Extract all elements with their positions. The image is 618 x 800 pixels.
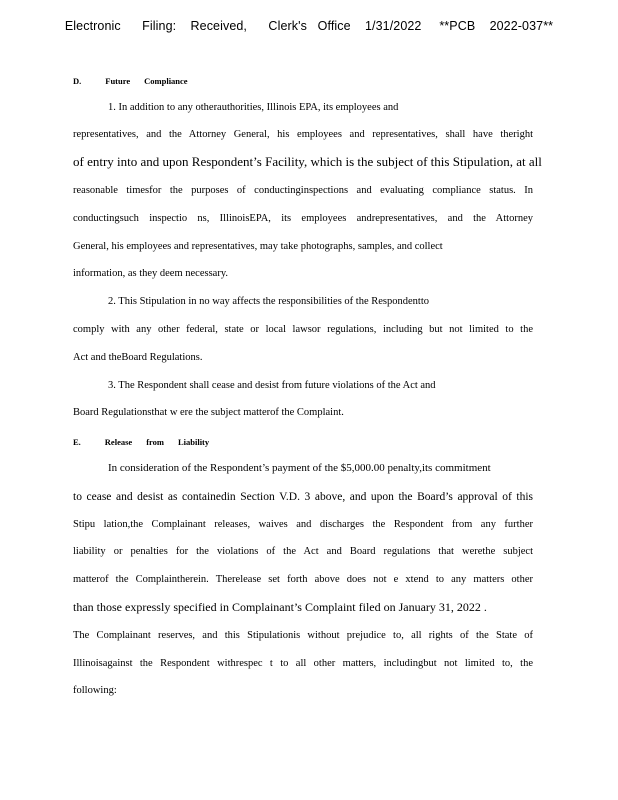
paragraph-e-line: than those expressly specified in Complainant’s Complaint filed on January 31, 2022 .	[73, 600, 487, 614]
paragraph-d3-line: Board Regulationsthat w ere the subject matterof the Complaint.	[73, 407, 344, 418]
paragraph-e-line: liability or penalties for the violations of the Act and Board regulations that werethe subject	[73, 546, 533, 557]
paragraph-d1-line: reasonable timesfor the purposes of conductinginspections and evaluating compliance status. In	[73, 185, 533, 196]
paragraph-e-line: The Complainant reserves, and this Stipulationis without prejudice to, all rights of the State of	[73, 630, 533, 641]
section-e-title-1: Release	[104, 437, 133, 447]
paragraph-e-line: Illinoisagainst the Respondent withrespec t to all other matters, includingbut not limited to, the	[73, 658, 533, 669]
section-e-letter: E.	[73, 437, 81, 447]
paragraph-d1-line: General, his employees and representatives, may take photographs, samples, and collect	[73, 241, 443, 252]
section-d-title-2: Compliance	[144, 76, 188, 86]
section-d-heading	[73, 76, 188, 86]
paragraph-e-line: matterof the Complaintherein. Therelease set forth above does not e xtend to any matters other	[73, 574, 533, 585]
section-e-title-2: from	[146, 437, 164, 447]
paragraph-d1-line: of entry into and upon Respondent’s Facility, which is the subject of this Stipulation, at all	[73, 154, 542, 169]
paragraph-d2-line: Act and theBoard Regulations.	[73, 352, 203, 363]
section-d-title-1: Future	[105, 76, 131, 86]
filing-stamp-header: Electronic Filing: Received, Clerk's Office 1/31/2022 **PCB 2022-037**	[64, 19, 554, 33]
paragraph-d1-line: 1. In addition to any otherauthorities, Illinois EPA, its employees and	[108, 102, 399, 113]
paragraph-d3-line: 3. The Respondent shall cease and desist from future violations of the Act and	[108, 380, 436, 391]
paragraph-e-line: to cease and desist as containedin Section V.D. 3 above, and upon the Board’s approval of this	[73, 491, 533, 503]
paragraph-d1-line: conductingsuch inspectio ns, IllinoisEPA, its employees andrepresentatives, and the Attorney	[73, 213, 533, 224]
paragraph-d2-line: comply with any other federal, state or local lawsor regulations, including but not limited to the	[73, 324, 533, 335]
paragraph-e-line: following:	[73, 685, 117, 696]
paragraph-e-line: Stipu lation,the Complainant releases, waives and discharges the Respondent from any further	[73, 519, 533, 530]
section-e-heading	[73, 437, 209, 447]
paragraph-d1-line: representatives, and the Attorney General, his employees and representatives, shall have theright	[73, 129, 533, 140]
section-d-letter: D.	[73, 76, 82, 86]
paragraph-d2-line: 2. This Stipulation in no way affects the responsibilities of the Respondentto	[108, 296, 429, 307]
paragraph-e-line: In consideration of the Respondent’s payment of the $5,000.00 penalty,its commitment	[108, 462, 491, 474]
paragraph-d1-line: information, as they deem necessary.	[73, 268, 229, 279]
section-e-title-3: Liability	[177, 437, 210, 447]
